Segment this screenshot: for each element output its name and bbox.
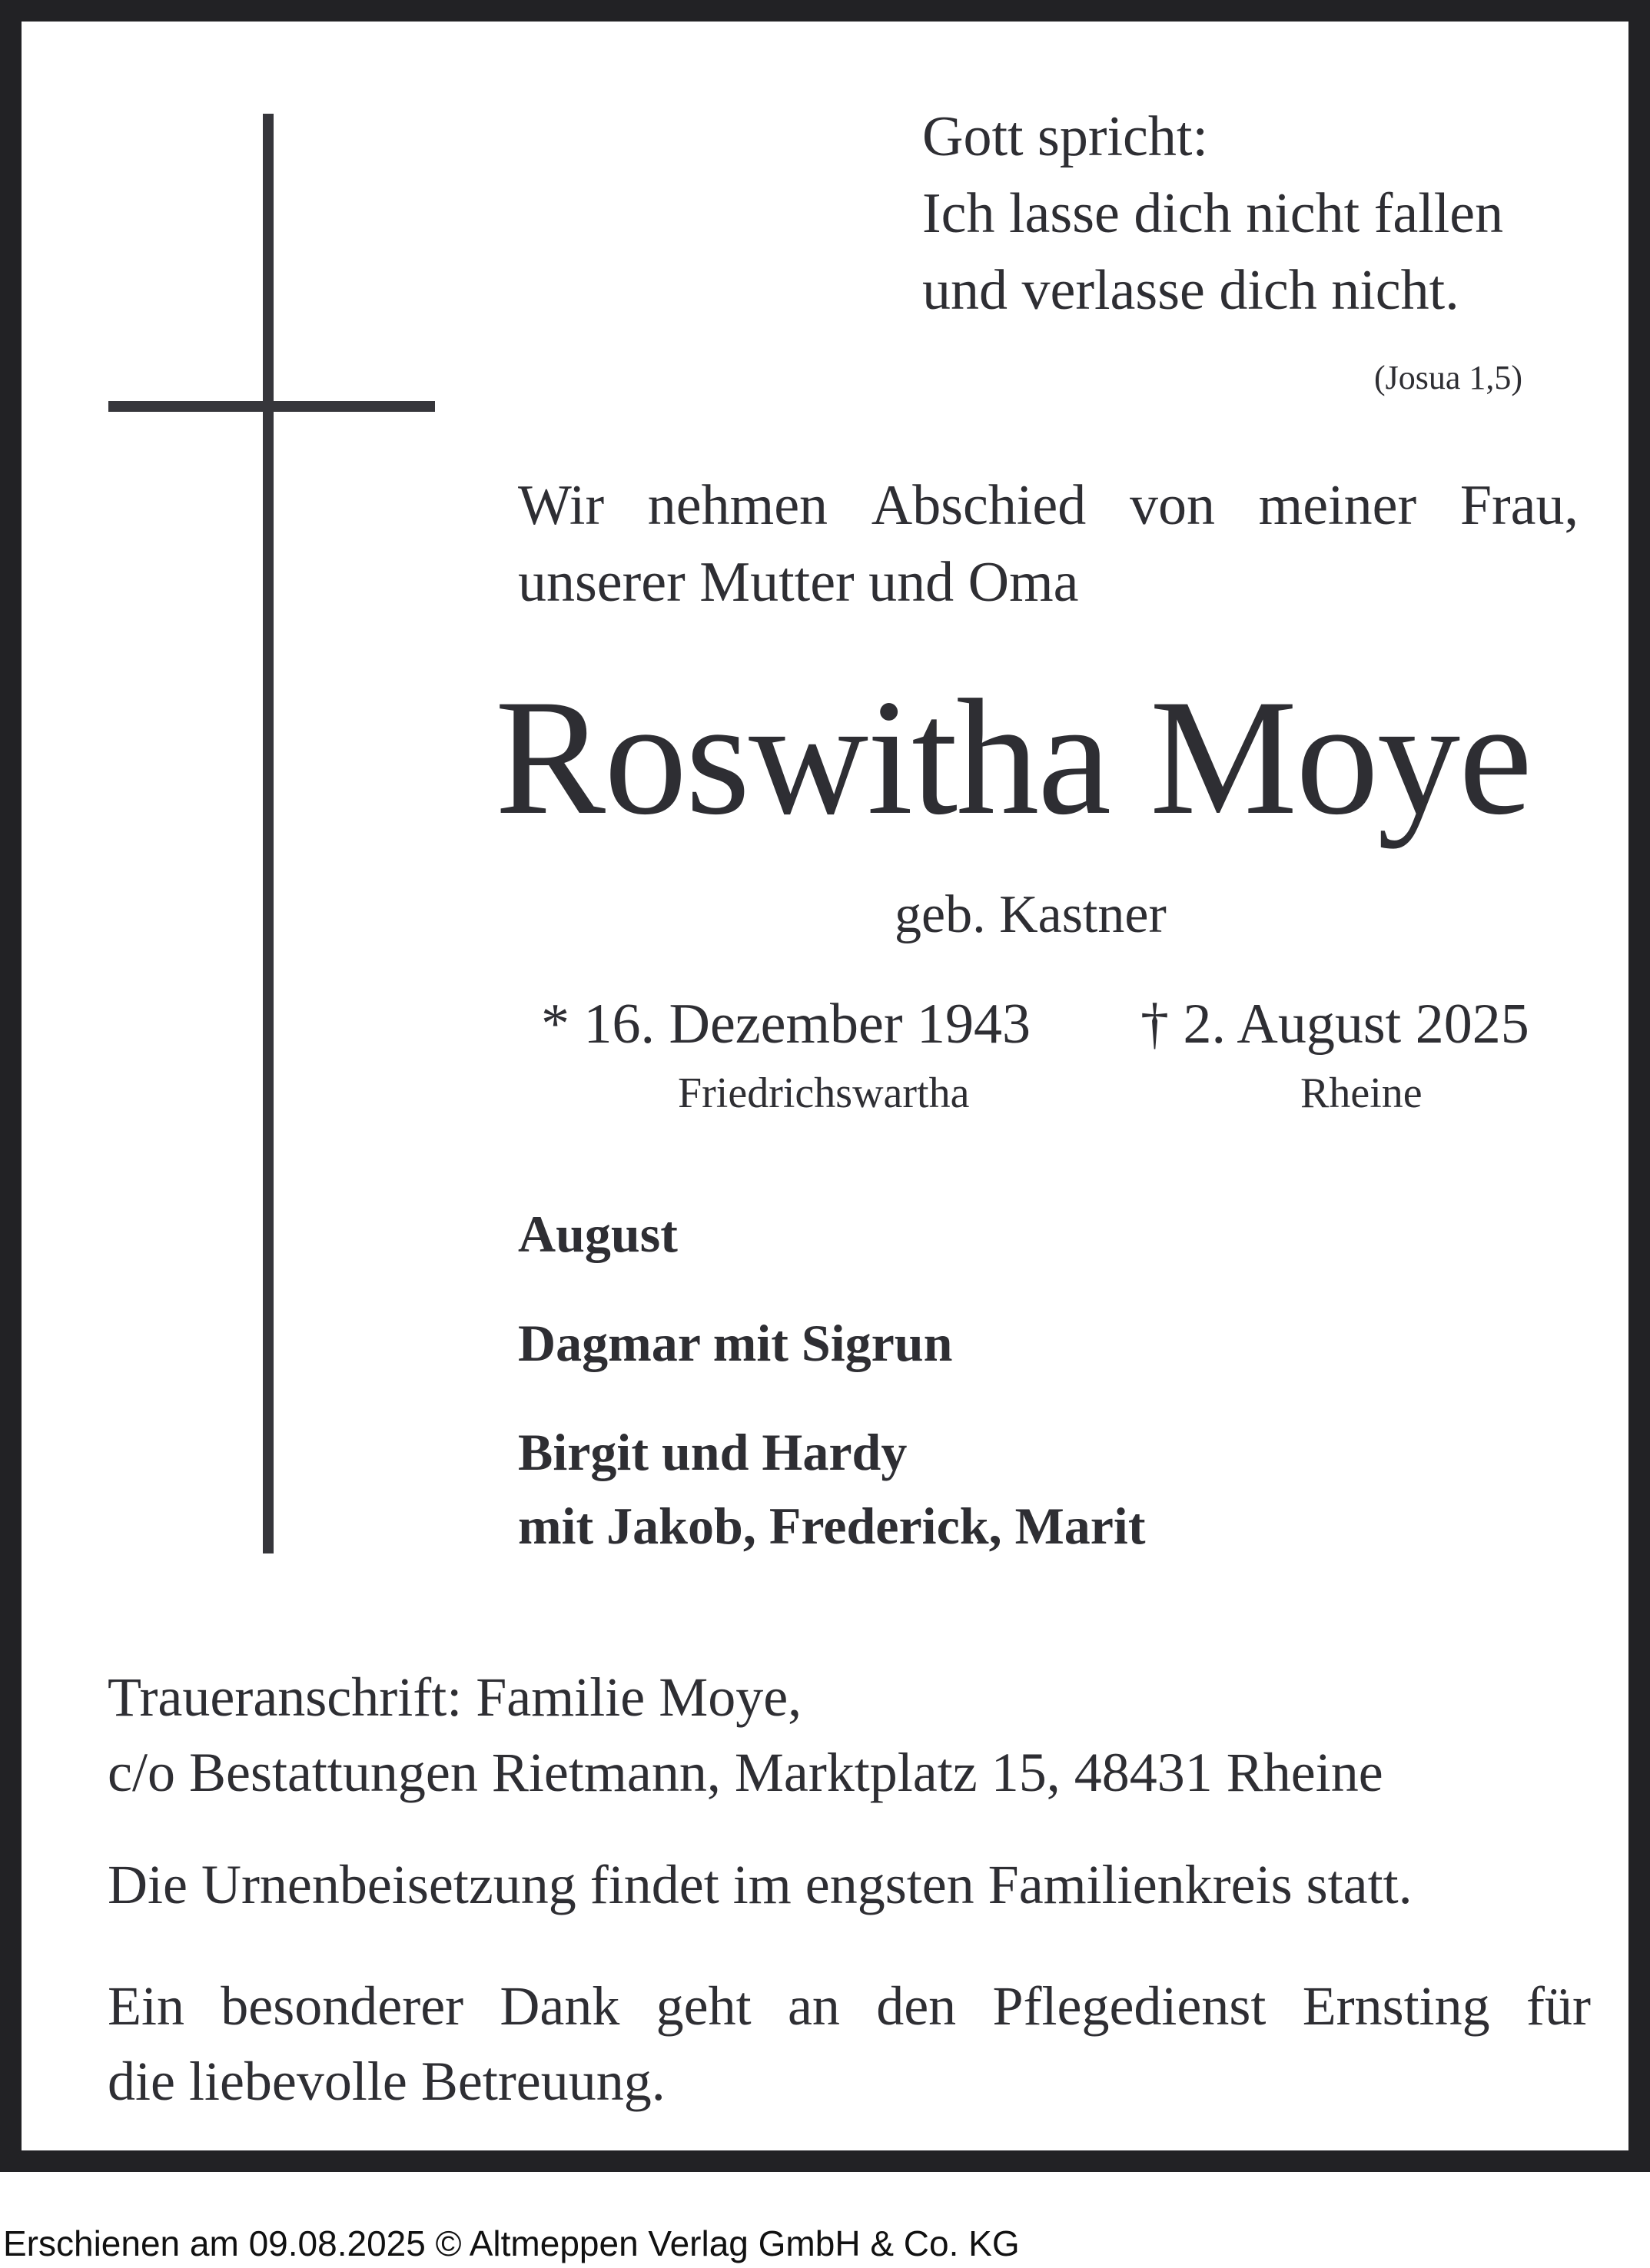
bible-verse — [922, 98, 1503, 329]
farewell-intro — [518, 467, 1579, 621]
thanks-word: Pflegedienst — [992, 1975, 1267, 2037]
intro-word: Wir — [518, 474, 605, 537]
mourning-address — [108, 1660, 1383, 1810]
thanks-note — [108, 1968, 1591, 2119]
mourner-spouse: August — [518, 1205, 678, 1263]
intro-word: nehmen — [647, 474, 828, 537]
death-date: † 2. August 2025 — [1140, 993, 1529, 1056]
thanks-word: besonderer — [221, 1975, 464, 2037]
verse-line: Gott spricht: — [922, 105, 1209, 168]
mourner-line: mit Jakob, Frederick, Marit — [518, 1497, 1146, 1555]
intro-line-2: unserer Mutter und Oma — [518, 551, 1079, 614]
cross-icon-horizontal — [108, 401, 435, 412]
intro-word: Frau, — [1459, 474, 1579, 537]
publication-credit: Erschienen am 09.08.2025 © Altmeppen Verlag GmbH & Co. KG — [3, 2223, 1020, 2263]
intro-word: Abschied — [871, 474, 1087, 537]
thanks-word: geht — [656, 1975, 752, 2037]
thanks-word: Dank — [500, 1975, 620, 2037]
thanks-word: für — [1526, 1975, 1591, 2037]
birth-date: * 16. Dezember 1943 — [541, 993, 1031, 1056]
address-line: c/o Bestattungen Rietmann, Marktplatz 15, 48431 Rheine — [108, 1742, 1383, 1803]
thanks-word: an — [787, 1975, 840, 2037]
verse-line: Ich lasse dich nicht fallen — [922, 182, 1504, 245]
mourner-daughter-1: Dagmar mit Sigrun — [518, 1314, 953, 1372]
mourner-line: Birgit und Hardy — [518, 1423, 908, 1481]
intro-word: meiner — [1258, 474, 1417, 537]
urn-notice: Die Urnenbeisetzung findet im engsten Familienkreis statt. — [108, 1854, 1413, 1915]
deceased-name: Roswitha Moye — [495, 665, 1531, 849]
thanks-line-2: die liebevolle Betreuung. — [108, 2051, 666, 2112]
death-place: Rheine — [1300, 1069, 1423, 1117]
thanks-line-1 — [108, 1968, 1591, 2044]
intro-line-1 — [518, 467, 1579, 544]
mourner-daughter-2 — [518, 1415, 1145, 1563]
intro-word: von — [1129, 474, 1215, 537]
verse-line: und verlasse dich nicht. — [922, 259, 1459, 322]
thanks-word: den — [876, 1975, 957, 2037]
birth-place: Friedrichswartha — [678, 1069, 970, 1117]
notice-panel — [22, 22, 1628, 2150]
maiden-name: geb. Kastner — [895, 885, 1167, 944]
cross-icon-vertical — [263, 114, 274, 1553]
address-line: Traueranschrift: Familie Moye, — [108, 1666, 802, 1728]
thanks-word: Ein — [108, 1975, 184, 2037]
verse-reference: (Josua 1,5) — [1374, 359, 1523, 396]
thanks-word: Ernsting — [1302, 1975, 1490, 2037]
